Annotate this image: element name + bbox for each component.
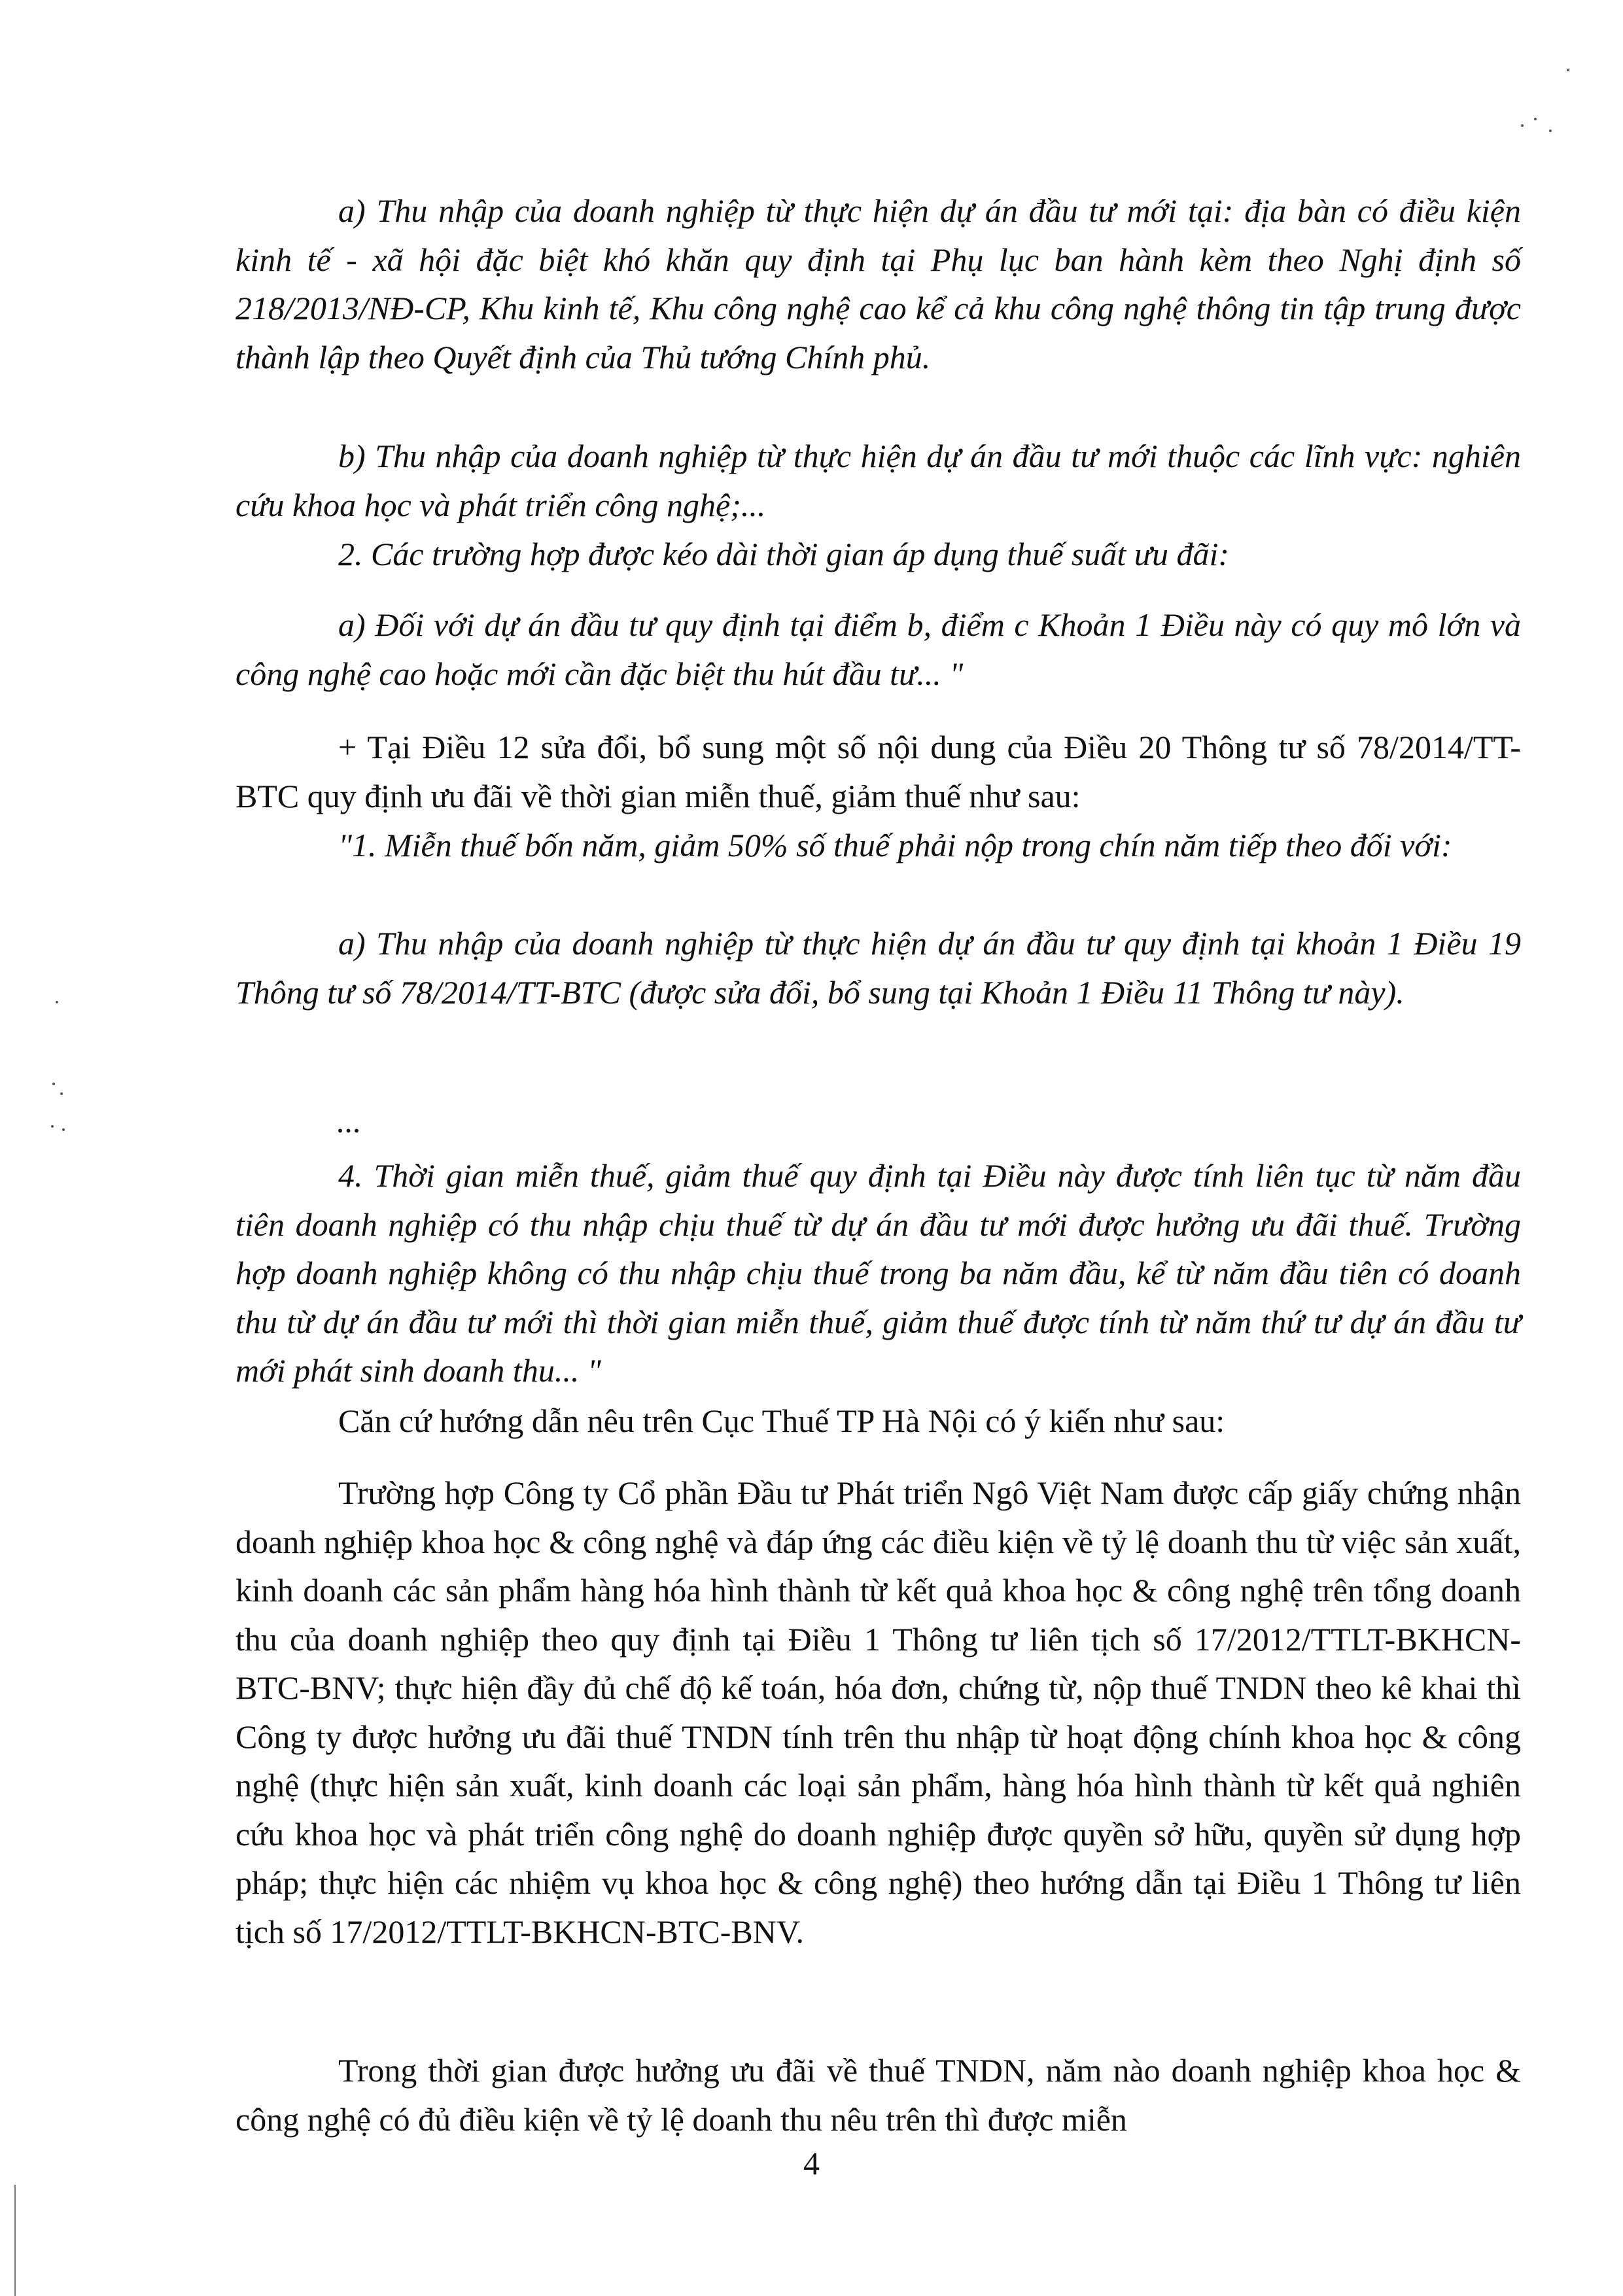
paragraph-four-year-exemption: "1. Miễn thuế bốn năm, giảm 50% số thuế phải nộp trong chín năm tiếp theo đối với: bbox=[338, 827, 1452, 863]
scan-speck bbox=[52, 1083, 55, 1085]
page-number: 4 bbox=[803, 2145, 820, 2182]
paragraph-incentive-period: Trong thời gian được hưởng ưu đãi về thuế TNDN, năm nào doanh nghiệp khoa học & công nghệ có đủ điều kiện về tỷ lệ doanh thu nêu trên thì được miễn bbox=[236, 2052, 1521, 2138]
paragraph-income-article-19: a) Thu nhập của doanh nghiệp từ thực hiện dự án đầu tư quy định tại khoản 1 Điều 19 Thông tư số 78/2014/TT-BTC (được sửa đổi, bổ sung tại Khoản 1 Điều 11 Thông tư này). bbox=[236, 925, 1521, 1011]
scan-speck bbox=[1521, 124, 1524, 127]
paragraph-article-12-amendment: + Tại Điều 12 sửa đổi, bổ sung một số nội dung của Điều 20 Thông tư số 78/2014/TT-BTC quy định ưu đãi về thời gian miễn thuế, giảm thuế như sau: bbox=[236, 729, 1521, 814]
scan-margin-line bbox=[14, 2185, 16, 2296]
scan-speck bbox=[1534, 118, 1537, 120]
paragraph-large-scale-projects: a) Đối với dự án đầu tư quy định tại điểm b, điểm c Khoản 1 Điều này có quy mô lớn và công nghệ cao hoặc mới cần đặc biệt thu hút đầu tư... " bbox=[236, 606, 1521, 692]
paragraph-income-new-project-area: a) Thu nhập của doanh nghiệp từ thực hiện dự án đầu tư mới tại: địa bàn có điều kiện kinh tế - xã hội đặc biệt khó khăn quy định tại Phụ lục ban hành kèm theo Nghị định số 218/2013/NĐ-CP, Khu kinh tế, Khu công nghệ cao kể cả khu công nghệ thông tin tập trung được thành lập theo Quyết định của Thủ tướng Chính phủ. bbox=[236, 192, 1521, 375]
paragraph-income-science-field: b) Thu nhập của doanh nghiệp từ thực hiện dự án đầu tư mới thuộc các lĩnh vực: nghiên cứu khoa học và phát triển công nghệ;... bbox=[236, 438, 1521, 523]
paragraph-tax-department-opinion: Căn cứ hướng dẫn nêu trên Cục Thuế TP Hà Nội có ý kiến như sau: bbox=[338, 1402, 1225, 1439]
scan-speck bbox=[56, 1001, 58, 1003]
scan-speck bbox=[1567, 69, 1569, 71]
omission-ellipsis: ... bbox=[337, 1103, 362, 1139]
paragraph-exemption-period: 4. Thời gian miễn thuế, giảm thuế quy định tại Điều này được tính liên tục từ năm đầu tiên doanh nghiệp có thu nhập chịu thuế từ dự án đầu tư mới được hưởng ưu đãi thuế. Trường hợp doanh nghiệp không có thu nhập chịu thuế trong ba năm đầu, kể từ năm đầu tiên có doanh thu từ dự án đầu tư mới thì thời gian miễn thuế, giảm thuế được tính từ năm thứ tư dự án đầu tư mới phát sinh doanh thu... " bbox=[236, 1157, 1521, 1389]
scan-speck bbox=[51, 1125, 54, 1128]
scan-speck bbox=[60, 1092, 63, 1095]
scan-speck bbox=[62, 1128, 65, 1131]
paragraph-extended-tax-rate-cases: 2. Các trường hợp được kéo dài thời gian áp dụng thuế suất ưu đãi: bbox=[338, 536, 1230, 572]
scan-speck bbox=[1549, 130, 1552, 132]
paragraph-company-case: Trường hợp Công ty Cổ phần Đầu tư Phát triển Ngô Việt Nam được cấp giấy chứng nhận doanh nghiệp khoa học & công nghệ và đáp ứng các điều kiện về tỷ lệ doanh thu từ việc sản xuất, kinh doanh các sản phẩm hàng hóa hình thành từ kết quả khoa học & công nghệ trên tổng doanh thu của doanh nghiệp theo quy định tại Điều 1 Thông tư liên tịch số 17/2012/TTLT-BKHCN-BTC-BNV; thực hiện đầy đủ chế độ kế toán, hóa đơn, chứng từ, nộp thuế TNDN theo kê khai thì Công ty được hưởng ưu đãi thuế TNDN tính trên thu nhập từ hoạt động chính khoa học & công nghệ (thực hiện sản xuất, kinh doanh các loại sản phẩm, hàng hóa hình thành từ kết quả nghiên cứu khoa học và phát triển công nghệ do doanh nghiệp được quyền sở hữu, quyền sử dụng hợp pháp; thực hiện các nhiệm vụ khoa học & công nghệ) theo hướng dẫn tại Điều 1 Thông tư liên tịch số 17/2012/TTLT-BKHCN-BTC-BNV. bbox=[236, 1474, 1521, 1950]
